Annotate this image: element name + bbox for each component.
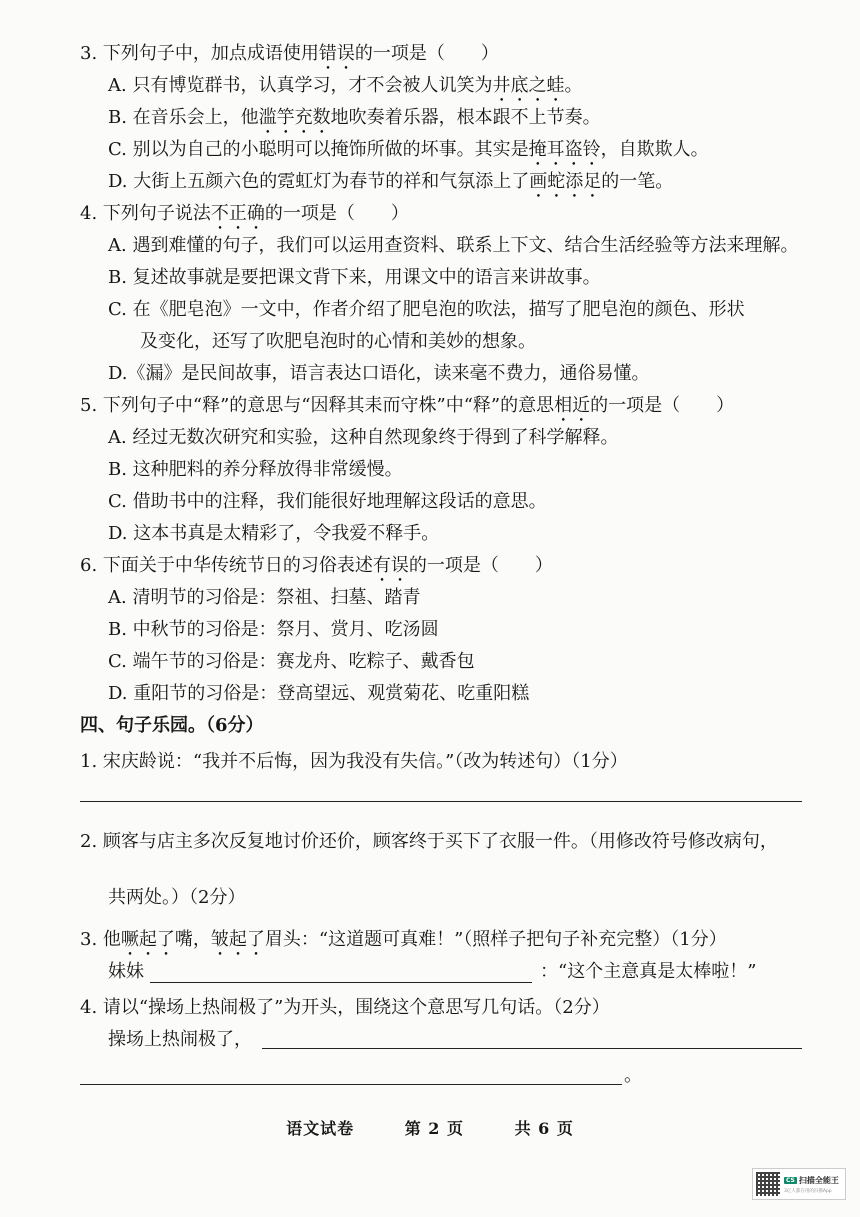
question-6-option-c: C. 端午节的习俗是：赛龙舟、吃粽子、戴香包 [108, 651, 475, 672]
question-3-option-c: C. 别以为自己的小聪明可以掩饰所做的坏事。其实是掩耳盗铃，自欺欺人。 [108, 139, 709, 160]
sentence-3-answer-line[interactable] [150, 982, 532, 983]
question-5-option-b: B. 这种肥料的养分释放得非常缓慢。 [108, 459, 403, 480]
sentence-2-prompt: 2. 顾客与店主多次反复地讨价还价，顾客终于买下了衣服一件。（用修改符号修改病句， [80, 831, 778, 852]
sentence-2-prompt-continued: 共两处。）（2分） [108, 887, 246, 908]
section-4-title: 四、句子乐园。（6分） [80, 715, 264, 736]
camscanner-logo-icon: CS [786, 1176, 795, 1184]
sentence-3-prefix: 妹妹 [108, 961, 144, 982]
question-4-option-a: A. 遇到难懂的句子，我们可以运用查资料、联系上下文、结合生活经验等方法来理解。 [108, 235, 799, 256]
sentence-1-prompt: 1. 宋庆龄说：“我并不后悔，因为我没有失信。”（改为转述句）（1分） [80, 751, 628, 772]
qr-code-icon [756, 1172, 780, 1196]
question-4-stem: 4. 下列句子说法不正确的一项是（ ） [80, 203, 409, 224]
sentence-4-prefix: 操场上热闹极了， [108, 1029, 252, 1050]
sentence-4-prompt: 4. 请以“操场上热闹极了”为开头，围绕这个意思写几句话。（2分） [80, 997, 610, 1018]
scanner-watermark [752, 1168, 846, 1200]
sentence-4-answer-line-2[interactable] [80, 1084, 622, 1085]
question-5-stem: 5. 下列句子中“释”的意思与“因释其耒而守株”中“释”的意思相近的一项是（ ） [80, 395, 735, 416]
question-4-option-c: C. 在《肥皂泡》一文中，作者介绍了肥皂泡的吹法，描写了肥皂泡的颜色、形状 [108, 299, 745, 320]
question-3-option-b: B. 在音乐会上，他滥竽充数地吹奏着乐器，根本跟不上节奏。 [108, 107, 601, 128]
question-3-option-a: A. 只有博览群书，认真学习，才不会被人讥笑为井底之蛙。 [108, 75, 583, 96]
watermark-subtitle: 3亿人都在用的扫描App [784, 1188, 832, 1194]
question-4-option-c-continued: 及变化，还写了吹肥皂泡时的心情和美妙的想象。 [140, 331, 536, 352]
question-6-stem: 6. 下面关于中华传统节日的习俗表述有误的一项是（ ） [80, 555, 553, 576]
sentence-3-suffix: ：“这个主意真是太棒啦！” [540, 961, 757, 982]
watermark-title: 扫描全能王 [798, 1175, 839, 1185]
page-footer [0, 1116, 860, 1139]
question-5-option-d: D. 这本书真是太精彩了，令我爱不释手。 [108, 523, 440, 544]
question-3-option-d: D. 大街上五颜六色的霓虹灯为春节的祥和气氛添上了画蛇添足的一笔。 [108, 171, 674, 192]
question-4-option-d: D.《漏》是民间故事，语言表达口语化，读来毫不费力，通俗易懂。 [108, 363, 650, 384]
sentence-4-end: 。 [624, 1065, 642, 1086]
question-3-stem: 3. 下列句子中，加点成语使用错误的一项是（ ） [80, 43, 499, 64]
sentence-3-prompt: 3. 他噘起了嘴，皱起了眉头：“这道题可真难！”（照样子把句子补充完整）（1分） [80, 929, 727, 950]
question-6-option-a: A. 清明节的习俗是：祭祖、扫墓、踏青 [108, 587, 421, 608]
question-5-option-a: A. 经过无数次研究和实验，这种自然现象终于得到了科学解释。 [108, 427, 619, 448]
sentence-4-answer-line-1[interactable] [262, 1048, 802, 1049]
sentence-1-answer-line[interactable] [80, 801, 802, 802]
question-5-option-c: C. 借助书中的注释，我们能很好地理解这段话的意思。 [108, 491, 547, 512]
question-6-option-b: B. 中秋节的习俗是：祭月、赏月、吃汤圆 [108, 619, 439, 640]
question-6-option-d: D. 重阳节的习俗是：登高望远、观赏菊花、吃重阳糕 [108, 683, 530, 704]
footer-total-pages: 共 6 页 [514, 1119, 574, 1138]
question-4-option-b: B. 复述故事就是要把课文背下来，用课文中的语言来讲故事。 [108, 267, 601, 288]
footer-page-number: 第 2 页 [404, 1119, 464, 1138]
footer-subject: 语文试卷 [286, 1119, 355, 1138]
